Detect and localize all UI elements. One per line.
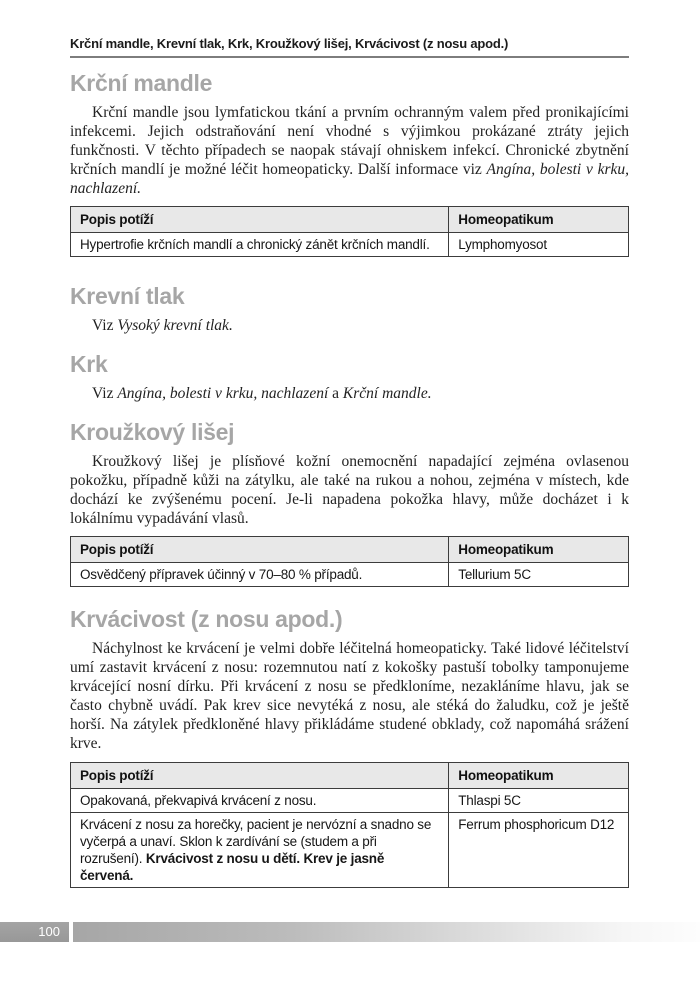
cross-reference-krevni-tlak: Viz Vysoký krevní tlak.: [92, 317, 233, 334]
table-header-popis: Popis potíží: [71, 537, 449, 563]
table-row: [71, 813, 629, 888]
paragraph-krvacivost: Náchylnost ke krvácení je velmi dobře léčitelná homeopaticky. Také lidové léčitelství umí zastavit krvácení z nosu: rozemnutou natí z kokošky pastuší tobolky tamponujeme krvácející nosní dírku. Při krvácení z nosu se předkloníme, nezakláníme hlavu, jak se často chybně uvádí. Pak krev sice nevytéká z nosu, ale stéká do žaludku, což je ještě horší. Na zátylek předkloněné hlavy přikládáme studené obklady, což napomáhá srážení krve.: [70, 640, 629, 752]
section-krevni-tlak: [70, 283, 629, 335]
table-row: [71, 233, 629, 257]
section-krcni-mandle: [70, 70, 629, 257]
table-header-popis: Popis potíží: [71, 763, 449, 789]
table-header-popis: Popis potíží: [71, 207, 449, 233]
section-title-krvacivost: Krvácivost (z nosu apod.): [70, 606, 343, 632]
remedy-table-krvacivost: [70, 762, 629, 888]
table-header-homeopatikum: Homeopatikum: [449, 537, 629, 563]
section-title-krevni-tlak: Krevní tlak: [70, 283, 185, 309]
remedy-table-krcni-mandle: [70, 206, 629, 257]
cell-popis: Krvácení z nosu za horečky, pacient je nervózní a snadno se vyčerpá a unaví. Sklon k zardívání se (studem a při rozrušení). Krvácivost z nosu u dětí. Krev je jasně červená.: [71, 813, 449, 888]
cell-popis: Opakovaná, překvapivá krvácení z nosu.: [71, 789, 449, 813]
table-header-row: [71, 207, 629, 233]
cell-homeopatikum: Lymphomyosot: [449, 233, 629, 257]
running-header-rule: [70, 56, 629, 58]
footer-gradient-bar: [73, 922, 700, 942]
page-number-block: [0, 922, 69, 942]
paragraph-krcni-mandle: Krční mandle jsou lymfatickou tkání a prvním ochranným valem před pronikajícími infekcemi. Jejich odstraňování není vhodné s výjimkou prokázané ztráty jejich funkčnosti. V těchto případech se naopak stávají ohniskem infekcí. Chronické zbytnění krčních mandlí je možné léčit homeopaticky. Další informace viz Angína, bolesti v krku, nachlazení.: [70, 104, 629, 197]
table-row: [71, 563, 629, 587]
page-footer: [0, 922, 700, 942]
cell-homeopatikum: Ferrum phosphoricum D12: [449, 813, 629, 888]
section-title-krk: Krk: [70, 351, 108, 377]
table-header-row: [71, 763, 629, 789]
table-header-homeopatikum: Homeopatikum: [449, 207, 629, 233]
section-krvacivost: [70, 606, 629, 888]
cross-reference-krk: Viz Angína, bolesti v krku, nachlazení a Krční mandle.: [92, 385, 432, 402]
cell-popis: Hypertrofie krčních mandlí a chronický zánět krčních mandlí.: [71, 233, 449, 257]
section-krouzkovy-lisej: [70, 419, 629, 587]
table-header-row: [71, 537, 629, 563]
table-header-homeopatikum: Homeopatikum: [449, 763, 629, 789]
paragraph-krouzkovy-lisej: Kroužkový lišej je plísňové kožní onemocnění napadající zejména ovlasenou pokožku, případně kůži na zátylku, ale také na rukou a nohou, zejména v místech, kde dochází ke zvýšenému pocení. Je-li napadena pokožka hlavy, může docházet i k lokálnímu vypadávání vlasů.: [70, 453, 629, 527]
section-krk: [70, 351, 629, 403]
cell-popis: Osvědčený přípravek účinný v 70–80 % případů.: [71, 563, 449, 587]
cell-homeopatikum: Thlaspi 5C: [449, 789, 629, 813]
running-header-text: Krční mandle, Krevní tlak, Krk, Kroužkový lišej, Krvácivost (z nosu apod.): [70, 36, 509, 51]
cell-homeopatikum: Tellurium 5C: [449, 563, 629, 587]
section-title-krcni-mandle: Krční mandle: [70, 70, 213, 96]
section-title-krouzkovy-lisej: Kroužkový lišej: [70, 419, 235, 445]
table-row: [71, 789, 629, 813]
remedy-table-krouzkovy-lisej: [70, 536, 629, 587]
page-number: 100: [38, 924, 60, 939]
running-header: [70, 37, 629, 58]
